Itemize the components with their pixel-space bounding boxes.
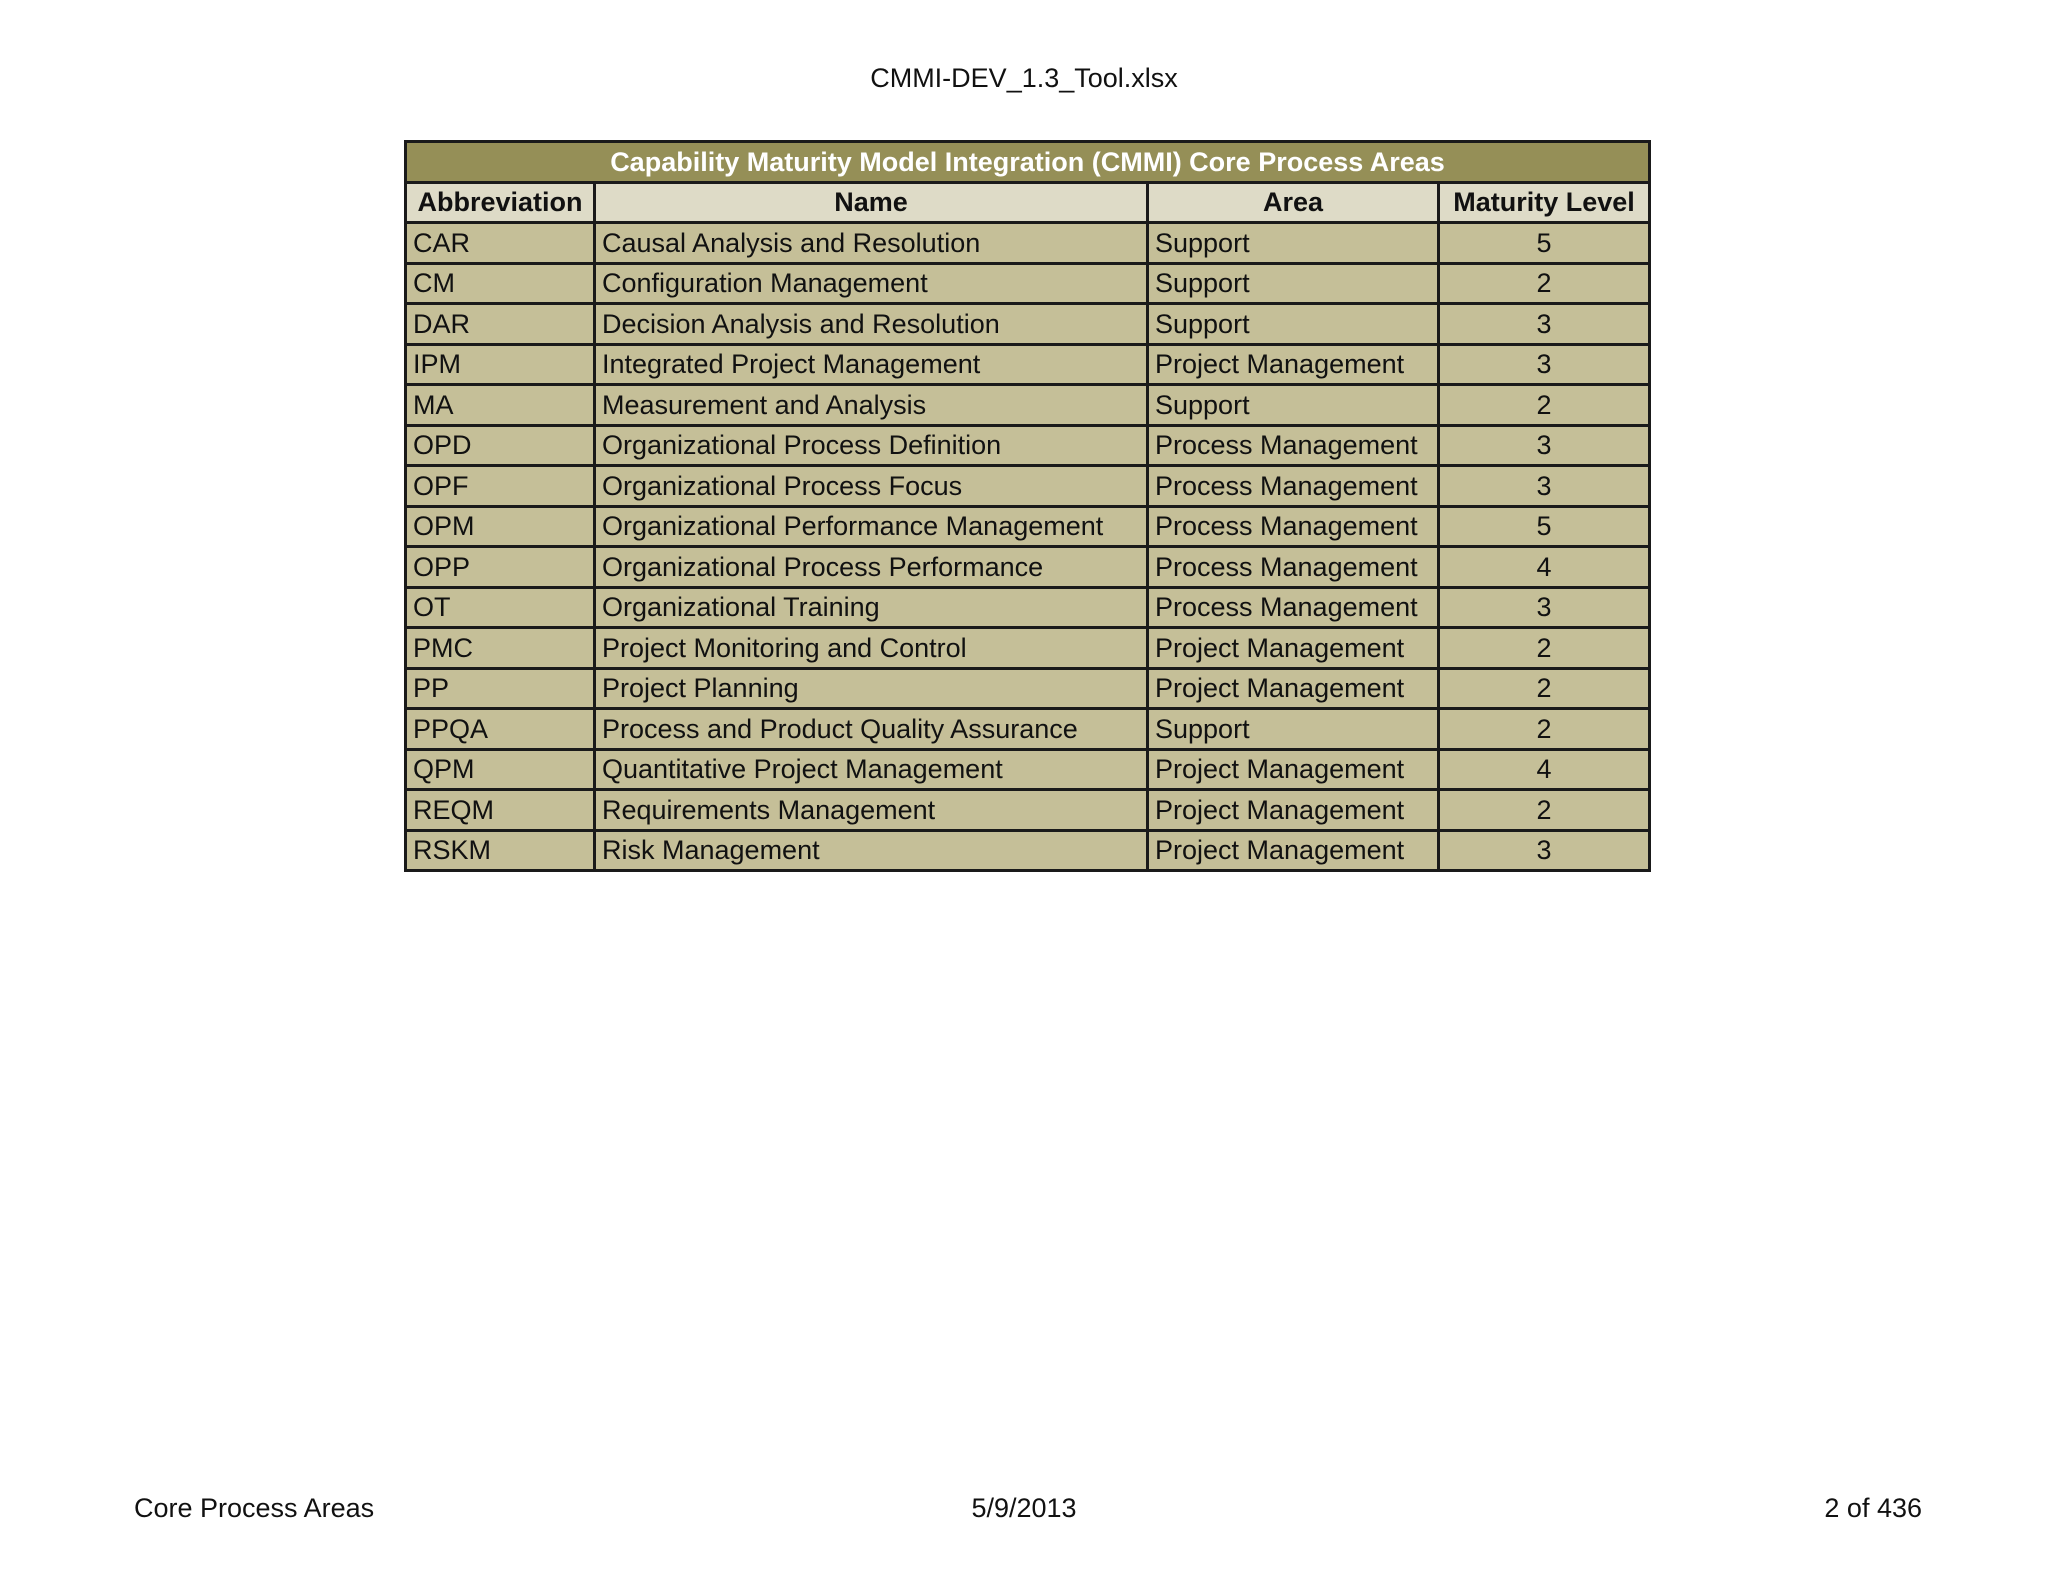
cell-abbreviation: RSKM bbox=[406, 830, 595, 871]
cell-abbreviation: REQM bbox=[406, 790, 595, 831]
cell-area: Project Management bbox=[1148, 668, 1439, 709]
cell-area: Project Management bbox=[1148, 830, 1439, 871]
cell-abbreviation: PPQA bbox=[406, 709, 595, 750]
cell-name: Organizational Process Performance bbox=[595, 547, 1148, 588]
cell-maturity-level: 3 bbox=[1439, 466, 1650, 507]
cell-abbreviation: PP bbox=[406, 668, 595, 709]
table-row bbox=[406, 466, 1650, 507]
cell-name: Organizational Process Focus bbox=[595, 466, 1148, 507]
table-row bbox=[406, 385, 1650, 426]
cell-abbreviation: OPM bbox=[406, 506, 595, 547]
table-row bbox=[406, 506, 1650, 547]
table-row bbox=[406, 304, 1650, 345]
table-title-row bbox=[406, 142, 1650, 183]
table-row bbox=[406, 425, 1650, 466]
cell-name: Decision Analysis and Resolution bbox=[595, 304, 1148, 345]
cell-abbreviation: DAR bbox=[406, 304, 595, 345]
cell-maturity-level: 2 bbox=[1439, 385, 1650, 426]
table-row bbox=[406, 223, 1650, 264]
cell-name: Quantitative Project Management bbox=[595, 749, 1148, 790]
table-title: Capability Maturity Model Integration (CMMI) Core Process Areas bbox=[406, 142, 1650, 183]
table-row bbox=[406, 830, 1650, 871]
cell-area: Support bbox=[1148, 709, 1439, 750]
table-header-row bbox=[406, 182, 1650, 223]
cell-name: Organizational Performance Management bbox=[595, 506, 1148, 547]
cell-area: Process Management bbox=[1148, 547, 1439, 588]
table-row bbox=[406, 263, 1650, 304]
cell-abbreviation: OPD bbox=[406, 425, 595, 466]
cell-area: Support bbox=[1148, 263, 1439, 304]
cell-name: Organizational Training bbox=[595, 587, 1148, 628]
cell-maturity-level: 2 bbox=[1439, 628, 1650, 669]
column-header-abbreviation: Abbreviation bbox=[406, 182, 595, 223]
footer-page-number: 2 of 436 bbox=[1824, 1493, 1922, 1523]
cell-name: Integrated Project Management bbox=[595, 344, 1148, 385]
footer-sheet-name: Core Process Areas bbox=[134, 1493, 375, 1523]
table-row bbox=[406, 547, 1650, 588]
column-header-area: Area bbox=[1148, 182, 1439, 223]
cell-maturity-level: 2 bbox=[1439, 668, 1650, 709]
cell-area: Process Management bbox=[1148, 466, 1439, 507]
cell-maturity-level: 2 bbox=[1439, 790, 1650, 831]
cell-maturity-level: 3 bbox=[1439, 344, 1650, 385]
cell-maturity-level: 3 bbox=[1439, 830, 1650, 871]
cell-maturity-level: 4 bbox=[1439, 749, 1650, 790]
cell-area: Project Management bbox=[1148, 749, 1439, 790]
cell-abbreviation: MA bbox=[406, 385, 595, 426]
cell-abbreviation: QPM bbox=[406, 749, 595, 790]
cell-name: Process and Product Quality Assurance bbox=[595, 709, 1148, 750]
cell-name: Project Monitoring and Control bbox=[595, 628, 1148, 669]
footer-date: 5/9/2013 bbox=[971, 1493, 1077, 1523]
column-header-name: Name bbox=[595, 182, 1148, 223]
page-header-filename: CMMI-DEV_1.3_Tool.xlsx bbox=[870, 63, 1178, 93]
table-row bbox=[406, 749, 1650, 790]
cell-name: Configuration Management bbox=[595, 263, 1148, 304]
cell-area: Project Management bbox=[1148, 344, 1439, 385]
table-row bbox=[406, 709, 1650, 750]
cell-area: Process Management bbox=[1148, 425, 1439, 466]
cell-area: Project Management bbox=[1148, 628, 1439, 669]
table-row bbox=[406, 587, 1650, 628]
cell-name: Organizational Process Definition bbox=[595, 425, 1148, 466]
cell-maturity-level: 2 bbox=[1439, 263, 1650, 304]
table-row bbox=[406, 668, 1650, 709]
cell-abbreviation: IPM bbox=[406, 344, 595, 385]
cell-area: Support bbox=[1148, 223, 1439, 264]
table-row bbox=[406, 344, 1650, 385]
process-areas-table-container bbox=[404, 140, 1648, 872]
cell-name: Project Planning bbox=[595, 668, 1148, 709]
cell-area: Support bbox=[1148, 304, 1439, 345]
cell-maturity-level: 4 bbox=[1439, 547, 1650, 588]
cell-maturity-level: 2 bbox=[1439, 709, 1650, 750]
cell-abbreviation: CM bbox=[406, 263, 595, 304]
column-header-maturity-level: Maturity Level bbox=[1439, 182, 1650, 223]
cell-name: Risk Management bbox=[595, 830, 1148, 871]
cell-abbreviation: CAR bbox=[406, 223, 595, 264]
cell-abbreviation: OPP bbox=[406, 547, 595, 588]
cell-area: Support bbox=[1148, 385, 1439, 426]
cell-area: Process Management bbox=[1148, 587, 1439, 628]
process-areas-table bbox=[404, 140, 1651, 872]
table-row bbox=[406, 628, 1650, 669]
cell-maturity-level: 5 bbox=[1439, 223, 1650, 264]
cell-abbreviation: OPF bbox=[406, 466, 595, 507]
cell-maturity-level: 3 bbox=[1439, 425, 1650, 466]
cell-abbreviation: OT bbox=[406, 587, 595, 628]
cell-name: Requirements Management bbox=[595, 790, 1148, 831]
cell-maturity-level: 3 bbox=[1439, 304, 1650, 345]
cell-abbreviation: PMC bbox=[406, 628, 595, 669]
cell-maturity-level: 3 bbox=[1439, 587, 1650, 628]
cell-name: Causal Analysis and Resolution bbox=[595, 223, 1148, 264]
cell-area: Process Management bbox=[1148, 506, 1439, 547]
cell-maturity-level: 5 bbox=[1439, 506, 1650, 547]
table-row bbox=[406, 790, 1650, 831]
cell-area: Project Management bbox=[1148, 790, 1439, 831]
cell-name: Measurement and Analysis bbox=[595, 385, 1148, 426]
